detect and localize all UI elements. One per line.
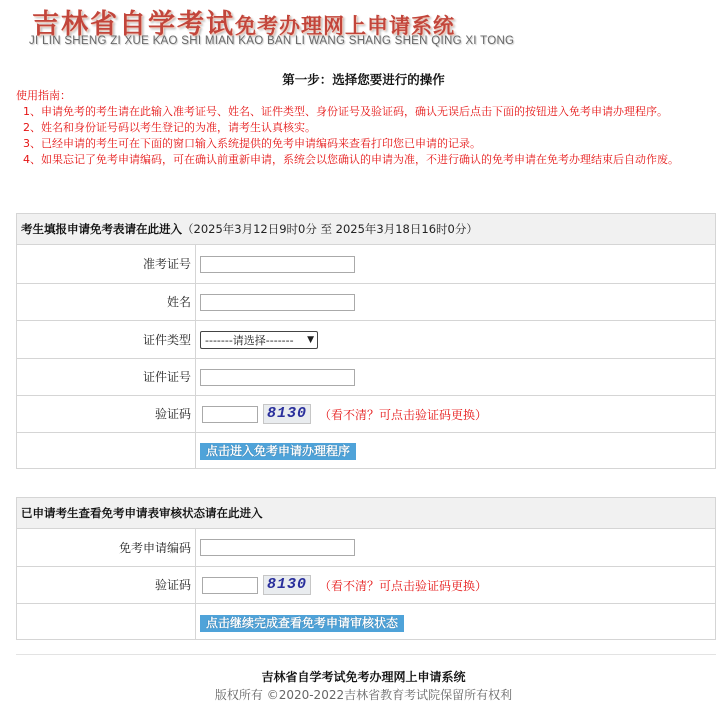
apply-captcha-input[interactable] bbox=[202, 406, 258, 423]
apply-captcha-hint: （看不清？可点击验证码更换） bbox=[319, 407, 488, 422]
status-panel bbox=[16, 497, 716, 640]
id-number-input[interactable] bbox=[200, 369, 355, 386]
application-code-input[interactable] bbox=[200, 539, 355, 556]
apply-panel bbox=[16, 213, 716, 469]
guide-item: 3、已经申请的考生可在下面的窗口输入系统提供的免考申请编码来查看打印您已申请的记录。 bbox=[23, 137, 481, 150]
id-type-selected: -------请选择------- bbox=[205, 333, 294, 347]
id-type-label: 证件类型 bbox=[17, 321, 196, 358]
logo-title-main: 吉林省自学考试 bbox=[32, 9, 235, 40]
enter-apply-button[interactable]: 点击进入免考申请办理程序 bbox=[200, 443, 356, 460]
name-row bbox=[17, 284, 715, 321]
id-type-row bbox=[17, 321, 715, 359]
id-type-select[interactable] bbox=[200, 331, 318, 349]
chevron-down-icon: ▼ bbox=[307, 334, 314, 345]
status-heading-text: 已申请考生查看免考申请表审核状态请在此进入 bbox=[21, 506, 263, 520]
guide-item: 1、申请免考的考生请在此输入准考证号、姓名、证件类型、身份证号及验证码，确认无误后点击下面的按钮进入免考申请办理程序。 bbox=[23, 105, 668, 118]
guide-item: 2、姓名和身份证号码以考生登记的为准，请考生认真核实。 bbox=[23, 121, 316, 134]
ticket-number-input[interactable] bbox=[200, 256, 355, 273]
apply-heading-text: 考生填报申请免考表请在此进入 bbox=[21, 222, 182, 236]
status-submit-row bbox=[17, 604, 715, 639]
status-submit-spacer bbox=[17, 604, 196, 639]
status-captcha-row bbox=[17, 567, 715, 604]
logo-pinyin: JI LIN SHENG ZI XUE KAO SHI MIAN KAO BAN LI WANG SHANG SHEN QING XI TONG bbox=[29, 35, 515, 47]
step-title: 第一步：选择您要进行的操作 bbox=[282, 72, 445, 87]
apply-captcha-label: 验证码 bbox=[17, 396, 196, 432]
ticket-label: 准考证号 bbox=[17, 245, 196, 283]
status-captcha-image[interactable]: 8130 bbox=[263, 575, 311, 595]
guide-item: 4、如果忘记了免考申请编码，可在确认前重新申请，系统会以您确认的申请为准，不进行确认的免考申请在免考办理结束后自动作废。 bbox=[23, 153, 679, 166]
site-header bbox=[14, 0, 714, 54]
footer-divider bbox=[16, 654, 716, 655]
status-captcha-input[interactable] bbox=[202, 577, 258, 594]
status-captcha-hint: （看不清？可点击验证码更换） bbox=[319, 578, 488, 593]
code-label: 免考申请编码 bbox=[17, 529, 196, 566]
apply-captcha-image[interactable]: 8130 bbox=[263, 404, 311, 424]
apply-submit-row bbox=[17, 433, 715, 468]
apply-panel-heading bbox=[17, 214, 715, 245]
status-panel-heading bbox=[17, 498, 715, 529]
footer-title: 吉林省自学考试免考办理网上申请系统 bbox=[261, 670, 466, 684]
ticket-row bbox=[17, 245, 715, 284]
code-row bbox=[17, 529, 715, 567]
id-number-label: 证件证号 bbox=[17, 359, 196, 395]
logo-title-sub: 免考办理网上申请系统 bbox=[235, 13, 455, 38]
id-number-row bbox=[17, 359, 715, 396]
guide-title: 使用指南： bbox=[16, 89, 71, 102]
apply-submit-spacer bbox=[17, 433, 196, 468]
apply-captcha-row bbox=[17, 396, 715, 433]
footer-copyright: 版权所有 ©2020-2022吉林省教育考试院保留所有权利 bbox=[214, 688, 513, 702]
name-input[interactable] bbox=[200, 294, 355, 311]
check-status-button[interactable]: 点击继续完成查看免考申请审核状态 bbox=[200, 615, 404, 632]
status-captcha-label: 验证码 bbox=[17, 567, 196, 603]
name-label: 姓名 bbox=[17, 284, 196, 320]
apply-period: （2025年3月12日9时0分 至 2025年3月18日16时0分） bbox=[182, 222, 478, 236]
usage-guide bbox=[16, 88, 716, 168]
